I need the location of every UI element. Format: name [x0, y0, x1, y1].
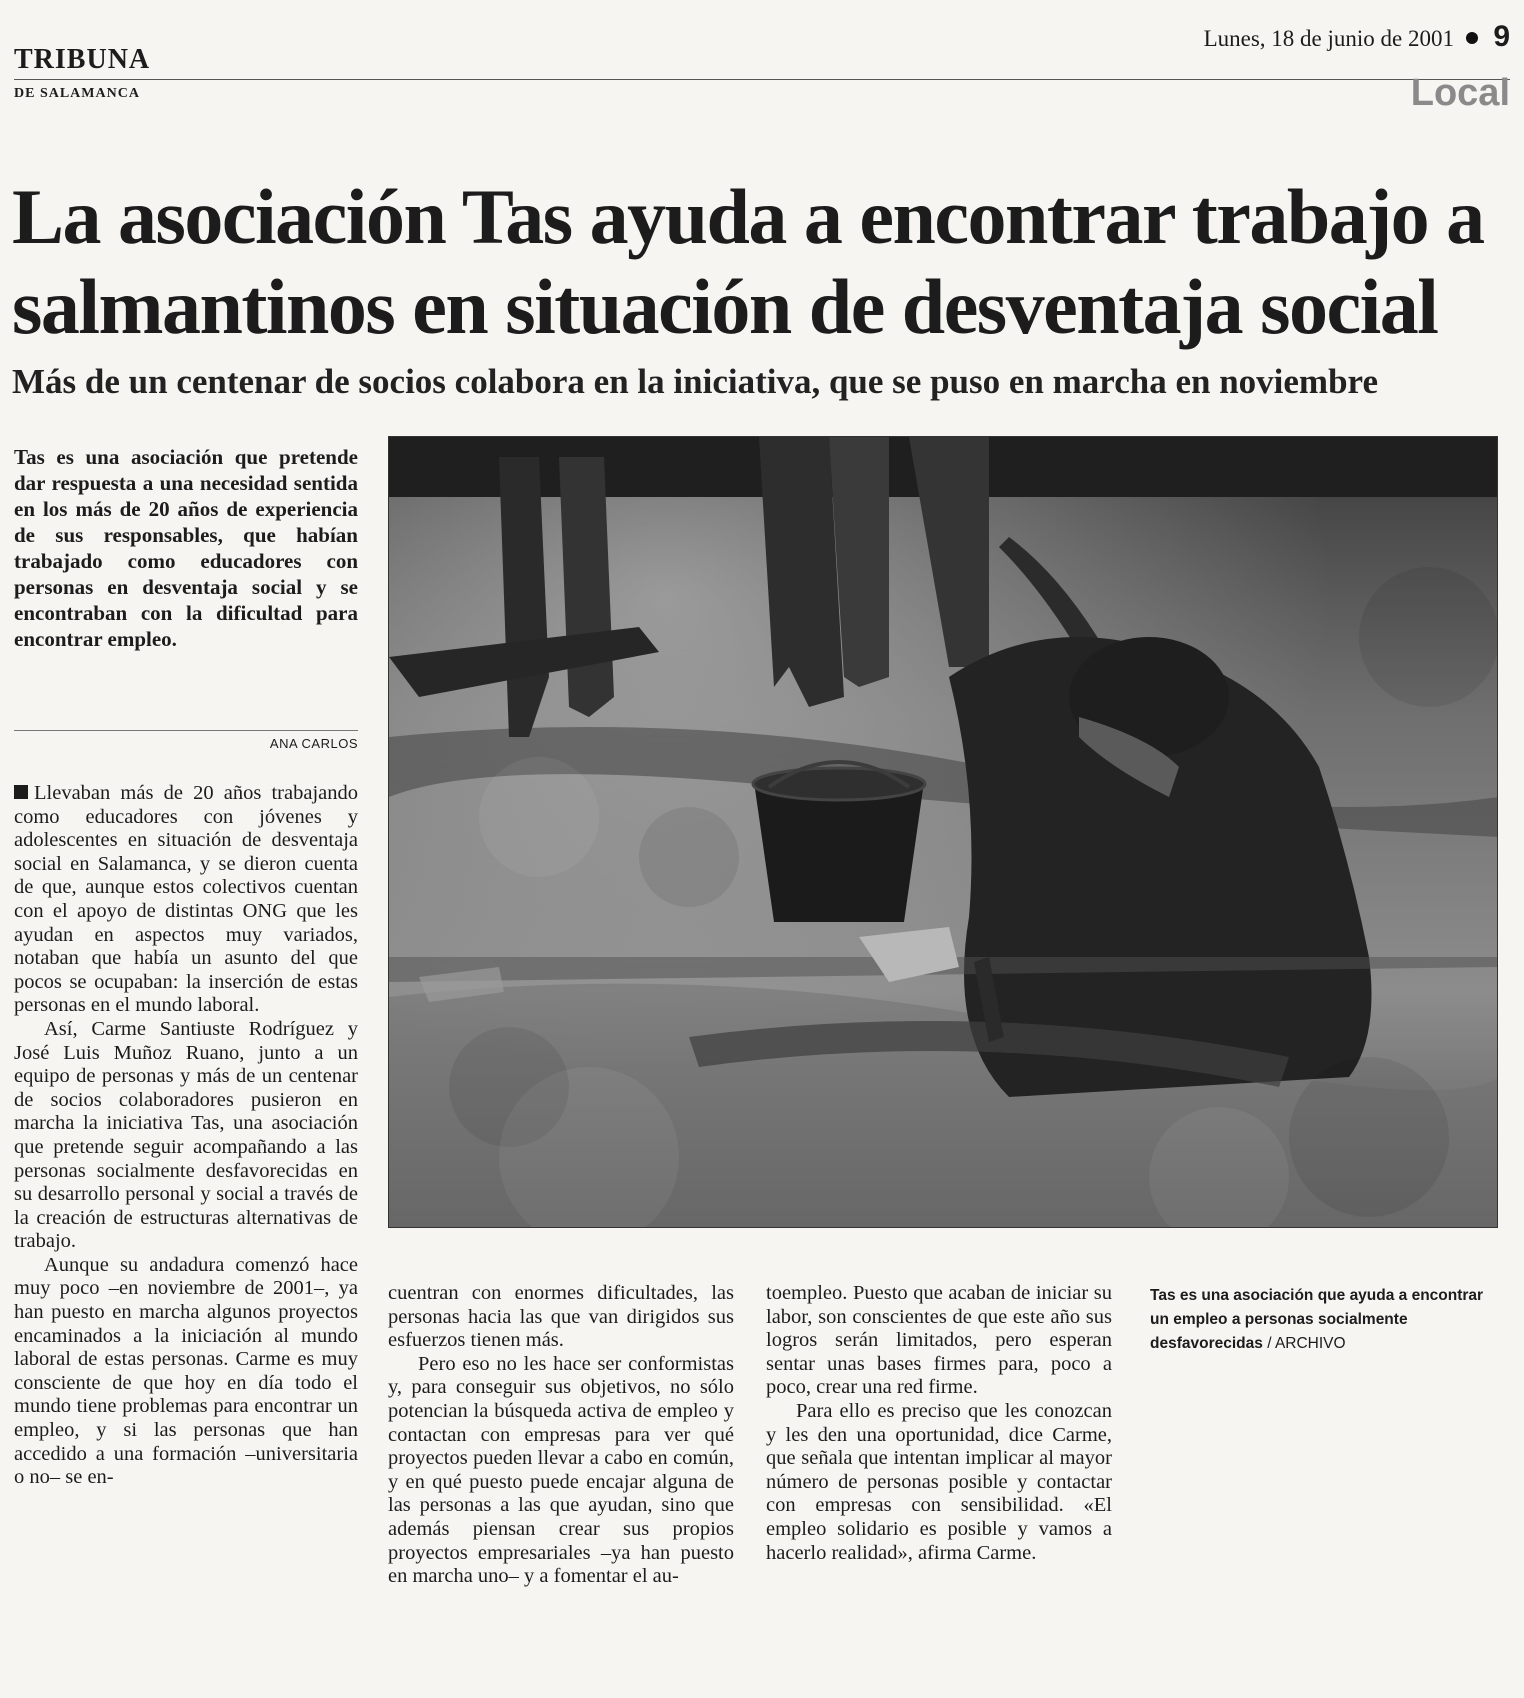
- masthead-name: TRIBUNA: [14, 44, 151, 75]
- byline: ANA CARLOS: [269, 736, 358, 751]
- body-paragraph: cuentran con enormes dificultades, las personas hacia las que van dirigidos sus esfuerzos tienen más.: [388, 1282, 734, 1352]
- body-paragraph: toempleo. Puesto que acaban de iniciar su labor, son conscientes de que este año sus logros serán limitados, pero esperan sentar unas bases firmes para, poco a poco, crear una red firme.: [766, 1282, 1112, 1399]
- photo-caption: [1150, 1284, 1500, 1356]
- headline: La asociación Tas ayuda a encontrar trabajo a salmantinos en situación de desventaja social: [12, 173, 1484, 350]
- top-rule: [14, 79, 1510, 80]
- body-paragraph: Para ello es preciso que les conozcan y les den una oportunidad, dice Carme, que señala que intentan implicar al mayor número de personas posible y contactar con empresas con sensibilidad. «El empleo solidario es posible y vamos a hacerlo realidad», afirma Carme.: [766, 1399, 1112, 1564]
- page-date: Lunes, 18 de junio de 2001: [1203, 26, 1454, 51]
- body-column-1: [14, 782, 358, 1490]
- photo-credit: / ARCHIVO: [1267, 1335, 1346, 1352]
- lead-paragraph: Tas es una asociación que pretende dar respuesta a una necesidad sentida en los más de 20 años de experiencia de sus responsables, que habían trabajado como educadores con personas en desventaja social y se encontraban con la dificultad para encontrar empleo.: [14, 445, 358, 651]
- section-label: Local: [1410, 72, 1510, 114]
- body-paragraph-text: Llevaban más de 20 años trabajando como educadores con jóvenes y adolescentes en situación de desventaja social en Salamanca, y se dieron cuenta de que, aunque estos colectivos cuentan con el apoyo de distintas ONG que les ayudan en aspectos muy variados, notaban que había un asunto del que pocos se ocupaban: la inserción de estas personas en el mundo laboral.: [14, 782, 358, 1017]
- page-bullet: [1466, 32, 1478, 44]
- body-paragraph: Pero eso no les hace ser conformistas y, para conseguir sus objetivos, no sólo potencian la búsqueda activa de empleo y contactan con empresas para ver qué proyectos pueden llevar a cabo en común, y en qué puesto puede encajar alguna de las personas a las que ayudan, sino que además piensan crear sus propios proyectos empresariales –ya han puesto en marcha uno– y a fomentar el au-: [388, 1352, 734, 1588]
- body-column-3: [766, 1282, 1112, 1565]
- page-number: 9: [1493, 20, 1510, 53]
- body-column-2: [388, 1282, 734, 1589]
- paragraph-square-icon: [14, 785, 28, 799]
- body-paragraph: Así, Carme Santiuste Rodríguez y José Luis Muñoz Ruano, junto a un equipo de personas y más de un centenar de socios colaboradores pusieron en marcha la iniciativa Tas, una asociación que pretende seguir acompañando a las personas socialmente desfavorecidas en su desarrollo personal y social a través de la creación de estructuras alternativas de trabajo.: [14, 1017, 358, 1253]
- news-photo: [388, 436, 1498, 1228]
- subheadline: Más de un centenar de socios colabora en la iniciativa, que se puso en marcha en noviembre: [12, 362, 1378, 401]
- caption-text: Tas es una asociación que ayuda a encontrar un empleo a personas socialmente desfavorecidas: [1150, 1287, 1484, 1352]
- masthead-subtitle: DE SALAMANCA: [14, 86, 140, 101]
- body-paragraph: Aunque su andadura comenzó hace muy poco –en noviembre de 2001–, ya han puesto en marcha algunos proyectos encaminados a la iniciación al mundo laboral de estas personas. Carme es muy consciente de que hoy en día todo el mundo tiene problemas para encontrar un empleo, y si las personas que han accedido a una formación –universitaria o no– se en-: [14, 1253, 358, 1489]
- lead-rule: [14, 730, 358, 731]
- body-paragraph: [14, 782, 358, 1018]
